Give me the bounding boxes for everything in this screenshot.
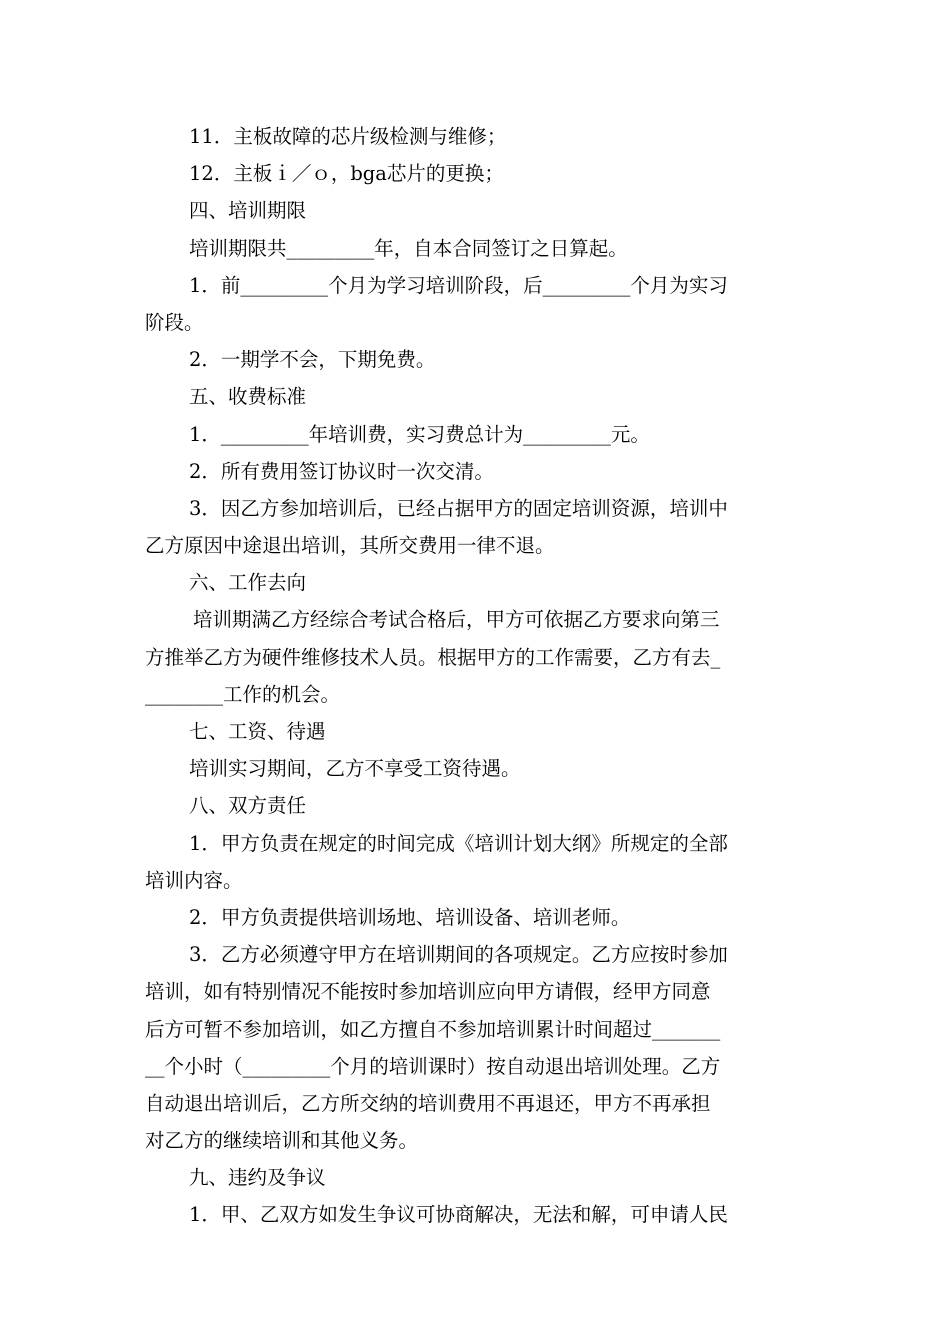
text-line: 方推举乙方为硬件维修技术人员。根据甲方的工作需要，乙方有去_ (145, 645, 721, 669)
text-line: 1．甲、乙双方如发生争议可协商解决，无法和解，可申请人民 (189, 1203, 728, 1227)
text-line: 培训期限共_________年，自本合同签订之日算起。 (189, 236, 628, 260)
text-line: __个小时（_________个月的培训课时）按自动退出培训处理。乙方 (145, 1054, 721, 1078)
text-line: 六、工作去向 (189, 571, 307, 595)
text-line: 1．前_________个月为学习培训阶段，后_________个月为实习 (189, 273, 728, 297)
text-line: 12．主板ｉ／ｏ，bga芯片的更换； (189, 162, 504, 186)
text-line: 四、培训期限 (189, 199, 307, 223)
text-line: 阶段。 (145, 310, 204, 334)
text-line: 3．乙方必须遵守甲方在培训期间的各项规定。乙方应按时参加 (189, 943, 728, 967)
text-line: 培训期满乙方经综合考试合格后，甲方可依据乙方要求向第三 (193, 608, 720, 632)
text-line: 1．甲方负责在规定的时间完成《培训计划大纲》所规定的全部 (189, 831, 728, 855)
text-line: 2．所有费用签订协议时一次交清。 (189, 459, 494, 483)
text-line: 3．因乙方参加培训后，已经占据甲方的固定培训资源，培训中 (189, 496, 728, 520)
text-line: 乙方原因中途退出培训，其所交费用一律不退。 (145, 534, 555, 558)
text-line: 后方可暂不参加培训，如乙方擅自不参加培训累计时间超过_______ (145, 1017, 721, 1041)
text-line: 培训内容。 (145, 868, 243, 892)
text-line: 自动退出培训后，乙方所交纳的培训费用不再退还，甲方不再承担 (145, 1091, 711, 1115)
text-line: 11．主板故障的芯片级检测与维修； (189, 125, 507, 148)
text-line: 2．甲方负责提供培训场地、培训设备、培训老师。 (189, 905, 631, 929)
text-line: 七、工资、待遇 (189, 720, 326, 743)
text-line: 培训实习期间，乙方不享受工资待遇。 (189, 757, 521, 781)
document-body (145, 118, 810, 1234)
text-line: 五、收费标准 (189, 385, 307, 409)
text-line: 2．一期学不会，下期免费。 (189, 348, 436, 372)
text-line: 九、违约及争议 (189, 1166, 326, 1190)
text-line: 培训，如有特别情况不能按时参加培训应向甲方请假，经甲方同意 (145, 980, 711, 1004)
text-line: ________工作的机会。 (145, 682, 341, 706)
text-line: 1．_________年培训费，实习费总计为_________元。 (189, 422, 650, 446)
text-line: 对乙方的继续培训和其他义务。 (145, 1129, 419, 1153)
text-line: 八、双方责任 (189, 794, 307, 818)
